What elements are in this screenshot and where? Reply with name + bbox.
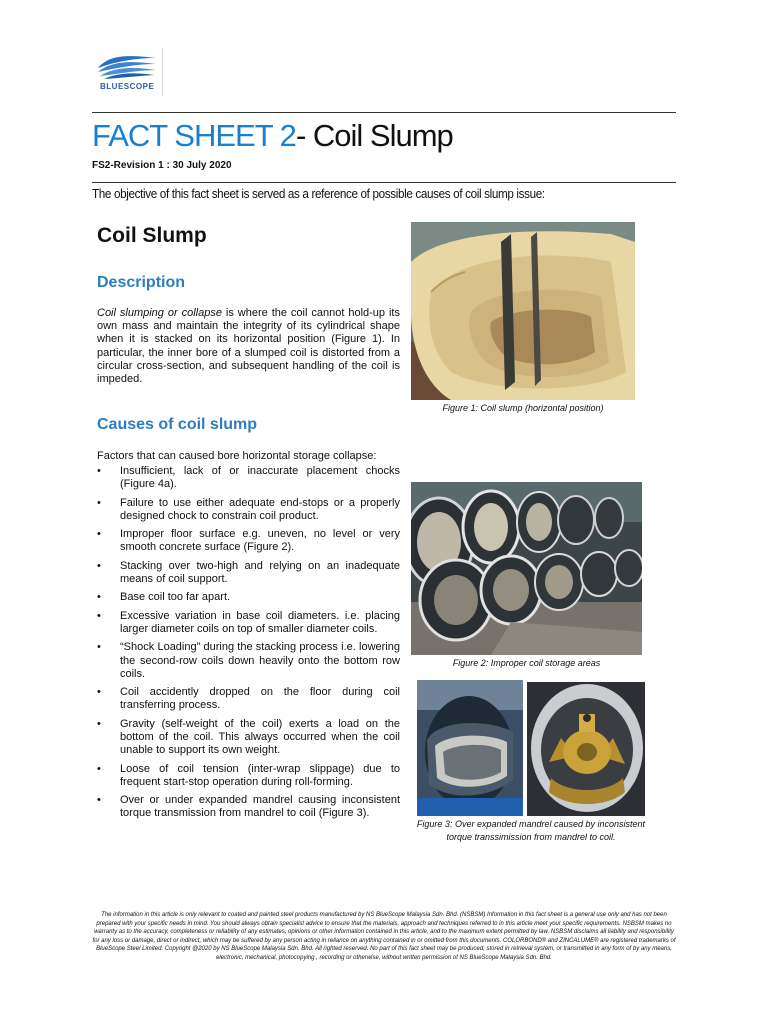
figure-3-caption: Figure 3: Over expanded mandrel caused by inconsistent torque transsimission from mandrel to coil. — [416, 819, 646, 842]
footer-disclaimer: The information in this article is only relevant to coated and painted steel products manufactured by NS BlueScope Malaysia Sdn. Bhd. (NSBSM) Information in this fact sheet is a general use only and has not been prepared with your specific needs in mind. You should always obtain specialist advice to ensure that the materials, approach and techniques referred to in this article meet your specific requirements. NSBSM makes no warranty as to the accuracy, completeness or reliability of any estimates, opinions or other information contained in this article, and to the maximum extent permitted by law, NSBSM disclaims all liability and responsibility for any loss or damage, direct or indirect, which may be suffered by any person acting in reliance on anything contained in or omitted from this documents. COLORBOND® and ZINCALUME® are registered trademarks of BlueScope Steel Limited. Copyright @2020 by NS BlueScope Malaysia Sdn. Bhd. All righted reserved. No part of this fact sheet may be produced, stored in retrieval system, or transmitted in any form of by any means, electronic, mechanical, photocopying , recording or otherwise, without written permission of NS BlueScope Malaysia Sdn. Bhd. — [92, 912, 676, 961]
description-italic: Coil slumping or collapse — [97, 307, 222, 319]
header-divider — [92, 112, 676, 113]
list-item: • Insufficient, lack of or inaccurate placement chocks (Figure 4a). — [97, 465, 400, 491]
title-rest: - Coil Slump — [295, 118, 453, 153]
figure-3-photo-left — [417, 680, 523, 816]
page-title — [92, 116, 453, 156]
logo-text: BLUESCOPE — [100, 82, 155, 91]
list-item: • Gravity (self-weight of the coil) exerts a load on the bottom of the coil. This always occurred when the coil unable to support its own weight. — [97, 718, 400, 758]
description-heading: Description — [97, 274, 186, 291]
objective-divider — [92, 182, 676, 183]
bluescope-wave-icon — [94, 50, 160, 82]
list-item: • Over or under expanded mandrel causing inconsistent torque transmission from mandrel to coil (Figure 3). — [97, 794, 400, 820]
section-heading: Coil Slump — [97, 224, 207, 247]
list-item: • Improper floor surface e.g. uneven, no level or very smooth concrete surface (Figure 2). — [97, 528, 400, 554]
objective-text: The objective of this fact sheet is served as a reference of possible causes of coil slump issue: — [92, 186, 545, 201]
figure-2-caption: Figure 2: Improper coil storage areas — [452, 658, 601, 668]
list-item: • “Shock Loading” during the stacking process i.e. lowering the second-row coils down heavily onto the bottom row coils. — [97, 641, 400, 681]
title-accent: FACT SHEET 2 — [92, 118, 296, 153]
figure-1-photo — [411, 222, 635, 400]
figure-2-photo — [411, 482, 642, 655]
list-item: • Failure to use either adequate end-stops or a properly designed chock to constrain coil product. — [97, 497, 400, 523]
description-text: is where the coil cannot hold-up its own mass and maintain the integrity of its cylindrical shape when it is stacked on its horizontal position (Figure 1). In particular, the inner bore of a slumped coil is distorted from a circular cross-section, and subsequent handling of the coil is impeded. — [97, 307, 400, 386]
list-item: • Excessive variation in base coil diameters. i.e. placing larger diameter coils on top of smaller diameter coils. — [97, 610, 400, 636]
list-item: • Coil accidently dropped on the floor during coil transferring process. — [97, 686, 400, 712]
figure-1-caption: Figure 1: Coil slump (horizontal position) — [442, 403, 604, 413]
causes-intro: Factors that can caused bore horizontal storage collapse: — [97, 450, 377, 462]
list-item: • Loose of coil tension (inter-wrap slippage) due to frequent start-stop operation during roll-forming. — [97, 763, 400, 789]
list-item: • Stacking over two-high and relying on an inadequate means of coil support. — [97, 560, 400, 586]
description-paragraph — [97, 307, 400, 386]
causes-heading: Causes of coil slump — [97, 416, 258, 433]
company-logo — [92, 48, 163, 96]
list-item: • Base coil too far apart. — [97, 591, 400, 604]
causes-list — [97, 465, 400, 826]
figure-3-photo-right — [527, 682, 645, 816]
revision-label: FS2-Revision 1 : 30 July 2020 — [92, 160, 232, 171]
